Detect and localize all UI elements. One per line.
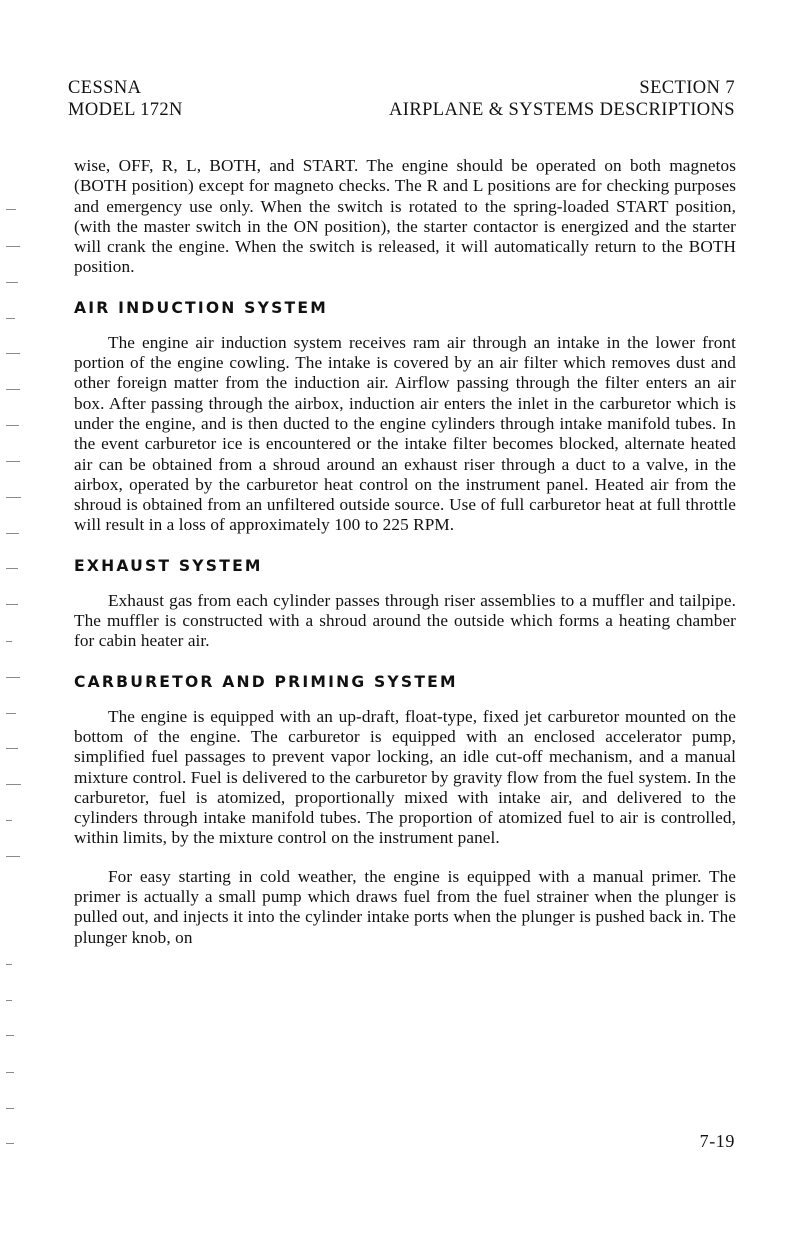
page-body (74, 156, 736, 948)
air-induction-paragraph: The engine air induction system receives ram air through an intake in the lower front portion of the engine cowling. The intake is covered by an air filter which removes dust and other foreign matter from the induction air. Airflow passing through the filter enters an air box. After passing through the airbox, induction air enters the inlet in the carburetor which is under the engine, and is then ducted to the engine cylinders through intake manifold tubes. In the event carburetor ice is encountered or the intake filter becomes blocked, alternate heated air can be obtained from a shroud around an exhaust riser through a duct to a valve, in the airbox, operated by the carburetor heat control on the instrument panel. Heated air from the shroud is obtained from an unfiltered outside source. Use of full carburetor heat at full throttle will result in a loss of approximately 100 to 225 RPM. (74, 332, 736, 535)
carburetor-heading: CARBURETOR AND PRIMING SYSTEM (74, 672, 458, 691)
header-section-title: AIRPLANE & SYSTEMS DESCRIPTIONS (389, 100, 735, 120)
header-model: MODEL 172N (68, 100, 183, 120)
header-manufacturer: CESSNA (68, 78, 142, 98)
air-induction-heading: AIR INDUCTION SYSTEM (74, 298, 328, 317)
carburetor-paragraph: The engine is equipped with an up-draft, float-type, fixed jet carburetor mounted on the bottom of the engine. The carburetor is equipped with an enclosed accelerator pump, simplified fuel passages to prevent vapor locking, an idle cut-off mechanism, and a manual mixture control. Fuel is delivered to the carburetor by gravity flow from the fuel system. In the carburetor, fuel is atomized, proportionally mixed with intake air, and delivered to the cylinders through intake manifold tubes. The proportion of atomized fuel to air is controlled, within limits, by the mixture control on the instrument panel. (74, 706, 736, 848)
header-right (389, 77, 735, 121)
page-number: 7-19 (699, 1131, 735, 1151)
header-left (68, 77, 183, 121)
binding-edge-marks (0, 0, 40, 1238)
intro-paragraph: wise, OFF, R, L, BOTH, and START. The engine should be operated on both magnetos (BOTH position) except for magneto checks. The R and L positions are for checking purposes and emergency use only. When the switch is rotated to the spring-loaded START position, (with the master switch in the ON position), the starter contactor is energized and the starter will crank the engine. When the switch is released, it will automatically return to the BOTH position. (74, 156, 736, 277)
exhaust-heading: EXHAUST SYSTEM (74, 556, 263, 575)
exhaust-paragraph: Exhaust gas from each cylinder passes through riser assemblies to a muffler and tailpipe. The muffler is constructed with a shroud around the outside which forms a heating chamber for cabin heater air. (74, 590, 736, 651)
header-section: SECTION 7 (639, 78, 735, 98)
primer-paragraph: For easy starting in cold weather, the engine is equipped with a manual primer. The primer is actually a small pump which draws fuel from the fuel strainer when the plunger is pulled out, and injects it into the cylinder intake ports when the plunger is pushed back in. The plunger knob, on (74, 866, 736, 947)
